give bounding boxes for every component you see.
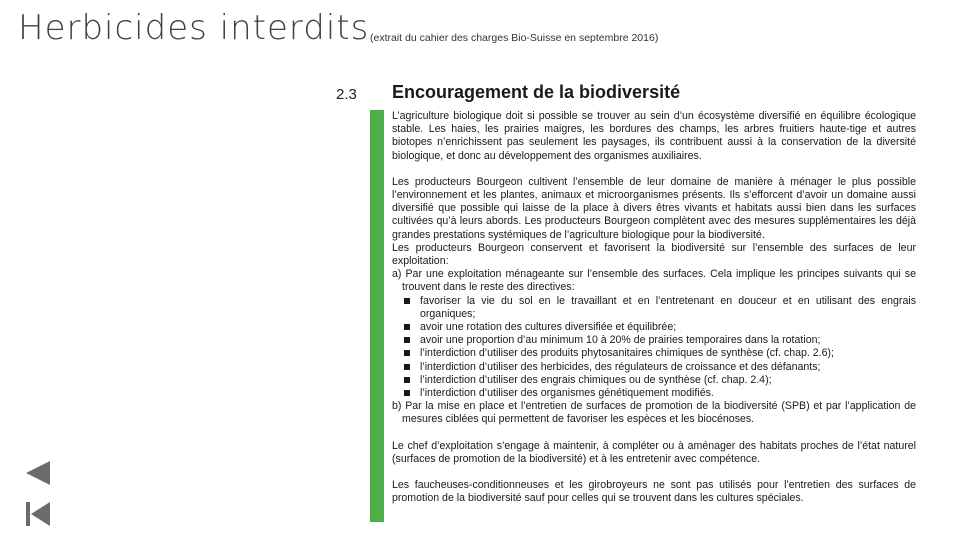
paragraph-producers: Les producteurs Bourgeon cultivent l’ensemble de leur domaine de manière à ménager le plus possible l’environnement et les plantes, animaux et microorganismes présents. Ils s’efforcent d’avoir un domaine aussi diversifié que possible qui laisse de la place à divers êtres vivants et habitats aussi bien dans les surfaces cultivées qu’à leurs abords. Les producteurs Bourgeon complètent avec des mesures supplémentaires les déjà grandes prestations systémiques de l’agriculture biologique pour la biodiversité. xyxy=(392,175,916,241)
first-slide-button[interactable] xyxy=(24,500,52,528)
document-excerpt xyxy=(392,110,916,505)
bullet-item: l’interdiction d’utiliser des engrais chimiques ou de synthèse (cf. chap. 2.4); xyxy=(392,374,916,387)
bullet-item: l’interdiction d’utiliser des produits phytosanitaires chimiques de synthèse (cf. chap. 2.6); xyxy=(392,347,916,360)
slide-title: Herbicides interdits xyxy=(18,8,370,48)
triangle-left-icon xyxy=(24,460,52,486)
paragraph-intro: L’agriculture biologique doit si possible se trouver au sein d’un écosystème diversifié en équilibre écologique stable. Les haies, les prairies maigres, les bordures des champs, les arbres fruitiers haute-tige et autres biotopes n’enrichissent pas seulement les paysages, ils contribuent aussi à la conservation de la diversité biologique, et donc au développement des organismes auxiliaires. xyxy=(392,110,916,162)
section-number: 2.3 xyxy=(336,86,357,103)
list-item-b: b) Par la mise en place et l’entretien de surfaces de promotion de la biodiversité (SPB) et par l’application de mesures ciblées qui permettent de favoriser les espèces et les biocénoses. xyxy=(392,400,916,426)
bullet-item: avoir une proportion d’au minimum 10 à 20% de prairies temporaires dans la rotation; xyxy=(392,334,916,347)
bullet-item: l’interdiction d’utiliser des herbicides, des régulateurs de croissance et des défanants; xyxy=(392,361,916,374)
bullet-list xyxy=(392,295,916,401)
bullet-item: l’interdiction d’utiliser des organismes génétiquement modifiés. xyxy=(392,387,916,400)
section-accent-bar xyxy=(370,110,384,522)
paragraph-mowers: Les faucheuses-conditionneuses et les girobroyeurs ne sont pas utilisés pour l’entretien des surfaces de promotion de la biodiversité sauf pour celles qui se trouvent dans les cultures spéciales. xyxy=(392,479,916,505)
slide-subtitle: (extrait du cahier des charges Bio-Suisse en septembre 2016) xyxy=(370,32,659,44)
section-title: Encouragement de la biodiversité xyxy=(392,82,681,102)
previous-slide-button[interactable] xyxy=(24,460,52,486)
list-item-a: a) Par une exploitation ménageante sur l’ensemble des surfaces. Cela implique les principes suivants qui se trouvent dans le reste des directives: xyxy=(392,268,916,294)
bullet-item: avoir une rotation des cultures diversifiée et équilibrée; xyxy=(392,321,916,334)
paragraph-commitment: Les producteurs Bourgeon conservent et favorisent la biodiversité sur l’ensemble des surfaces de leur exploitation: xyxy=(392,241,916,268)
skip-to-start-icon xyxy=(24,500,52,528)
bullet-item: favoriser la vie du sol en le travaillant et en l’entretenant en douceur et en utilisant des engrais organiques; xyxy=(392,295,916,321)
paragraph-farm-manager: Le chef d’exploitation s’engage à maintenir, à compléter ou à aménager des habitats proches de l’état naturel (surfaces de promotion de la biodiversité) et à les entretenir avec compétence. xyxy=(392,439,916,465)
